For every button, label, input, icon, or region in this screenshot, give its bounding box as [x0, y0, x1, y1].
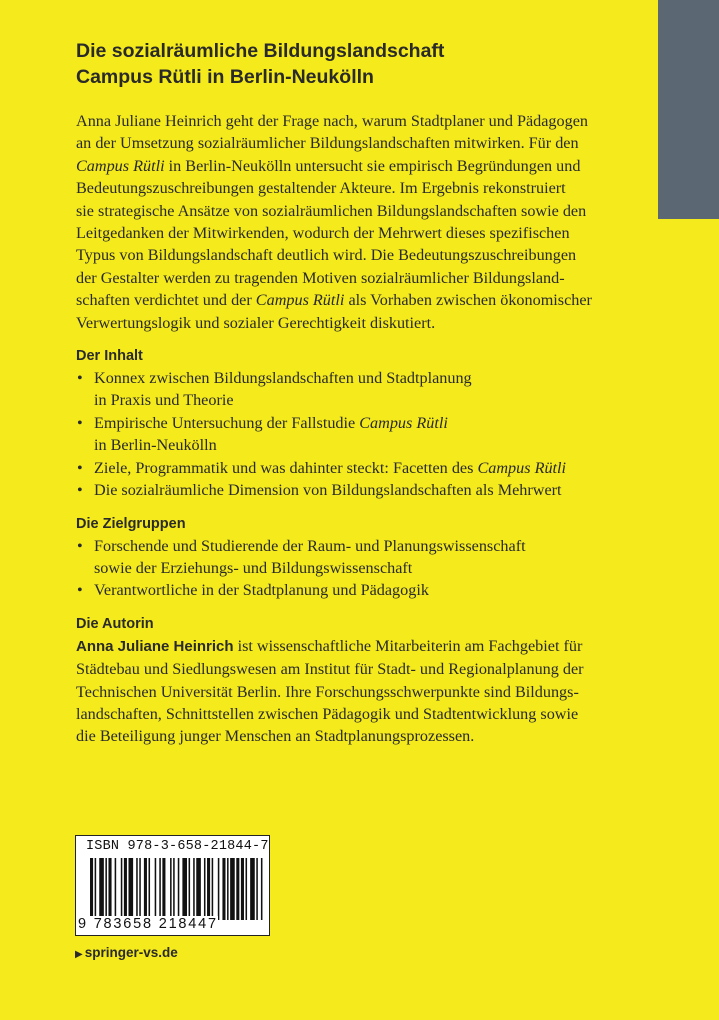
barcode-bar: [182, 858, 187, 920]
author-name: Anna Juliane Heinrich: [76, 637, 234, 655]
barcode-bar: [193, 858, 195, 920]
barcode-bar: [173, 858, 175, 920]
barcode-bar: [222, 858, 225, 920]
barcode-bar: [204, 858, 206, 920]
autorin-paragraph: Anna Juliane Heinrich ist wissenschaftliche Mitarbeiterin am Fachgebiet für Städtebau und Siedlungswesen am Institut für Stadt- und Regionalplanung der Technischen Universität Berlin. Ihre Forschungsschwerpunkte sind Bildungs- landschaften, Schnittstellen zwischen Pädagogik und Stadtentwicklung sowie die Beteiligung junger Menschen an Stadtplanungsprozessen.: [76, 636, 584, 746]
intro-line: sie strategische Ansätze von sozialräumlichen Bildungslandschaften sowie den: [76, 201, 587, 220]
barcode-bar: [241, 858, 244, 920]
barcode-bar: [149, 858, 151, 920]
arrow-icon: ▶: [75, 949, 83, 960]
barcode-bar: [90, 858, 93, 920]
barcode-bar: [256, 858, 258, 920]
intro-line: schaften verdichtet und der Campus Rütli als Vorhaben zwischen ökonomischer: [76, 291, 592, 310]
intro-line: der Gestalter werden zu tragenden Motiven sozialräumlicher Bildungsland-: [76, 268, 565, 287]
title-line-1: Die sozialräumliche Bildungslandschaft: [76, 40, 445, 62]
barcode-bar: [144, 858, 147, 920]
zielgruppen-list: [76, 535, 646, 602]
campus-name: Campus Rütli: [76, 156, 165, 175]
bullet-icon: •: [77, 481, 83, 500]
bullet-icon: •: [77, 536, 83, 555]
campus-name: Campus Rütli: [255, 291, 345, 310]
autorin-heading: Die Autorin: [76, 615, 154, 632]
bullet-icon: •: [77, 458, 83, 477]
barcode-bar: [189, 858, 191, 920]
barcode-bar: [261, 858, 263, 920]
website-link[interactable]: [75, 945, 178, 960]
barcode-bar: [230, 858, 235, 920]
intro-paragraph: [76, 110, 646, 334]
intro-line: Typus von Bildungslandschaft deutlich wird. Die Bedeutungszuschreibungen: [76, 246, 577, 265]
bullet-icon: •: [77, 581, 83, 600]
barcode-bar: [108, 858, 111, 920]
list-item: • Konnex zwischen Bildungslandschaften und Stadtplanung in Praxis und Theorie: [77, 369, 472, 410]
list-item: • Ziele, Programmatik und was dahinter steckt: Facetten des Campus Rütli: [76, 457, 646, 479]
barcode-bar: [121, 858, 123, 920]
barcode-bar: [155, 858, 157, 920]
intro-line: Campus Rütli in Berlin-Neukölln untersucht sie empirisch Begründungen und: [76, 156, 581, 175]
barcode-bar: [246, 858, 248, 920]
barcode-bar: [124, 858, 127, 920]
barcode-bar: [212, 858, 214, 920]
gray-edge-tab: [658, 0, 719, 219]
barcode-bar: [250, 858, 255, 920]
intro-line: Leitgedanken der Mitwirkenden, wodurch der Mehrwert dieses spezifischen: [76, 224, 570, 243]
barcode-bar: [227, 858, 229, 920]
list-item: • Verantwortliche in der Stadtplanung und Pädagogik: [76, 579, 646, 601]
barcode-bars: [90, 858, 264, 920]
barcode-bar: [115, 858, 117, 920]
zielgruppen-heading: Die Zielgruppen: [76, 515, 186, 532]
barcode-bar: [236, 858, 239, 920]
campus-name: Campus Rütli: [359, 413, 448, 432]
website-url: springer-vs.de: [84, 945, 178, 960]
main-text: [76, 110, 646, 748]
inhalt-heading: Der Inhalt: [76, 348, 143, 365]
barcode-bar: [95, 858, 97, 920]
barcode-bar: [178, 858, 180, 920]
barcode-bar: [159, 858, 161, 920]
barcode-bar: [99, 858, 104, 920]
bullet-icon: •: [77, 413, 83, 432]
barcode-digits: 9 783658 218447: [78, 916, 218, 932]
barcode-bar: [139, 858, 141, 920]
intro-line: Verwertungslogik und sozialer Gerechtigkeit diskutiert.: [76, 313, 436, 332]
barcode-bar: [162, 858, 165, 920]
barcode-bar: [218, 858, 220, 920]
intro-line: Anna Juliane Heinrich geht der Frage nach, warum Stadtplaner und Pädagogen: [76, 112, 588, 130]
barcode-bar: [196, 858, 201, 920]
inhalt-list: [76, 367, 646, 501]
intro-line: Bedeutungszuschreibungen gestaltender Akteure. Im Ergebnis rekonstruiert: [76, 179, 566, 198]
barcode-bar: [136, 858, 138, 920]
list-item: • Empirische Untersuchung der Fallstudie Campus Rütli in Berlin-Neukölln: [77, 413, 448, 455]
intro-line: an der Umsetzung sozialräumlicher Bildungslandschaften mitwirken. Für den: [76, 134, 579, 153]
isbn-barcode: [75, 835, 270, 936]
list-item: • Forschende und Studierende der Raum- und Planungswissenschaft sowie der Erziehungs- und Bildungswissenschaft: [77, 536, 526, 577]
title-line-2: Campus Rütli in Berlin-Neukölln: [76, 66, 374, 88]
barcode-bar: [128, 858, 133, 920]
barcode-bar: [105, 858, 107, 920]
campus-name: Campus Rütli: [477, 458, 567, 477]
book-title: [76, 38, 636, 90]
bullet-icon: •: [77, 369, 83, 388]
barcode-bar: [207, 858, 210, 920]
barcode-bar: [170, 858, 172, 920]
list-item: • Die sozialräumliche Dimension von Bildungslandschaften als Mehrwert: [76, 479, 646, 501]
isbn-label: ISBN 978-3-658-21844-7: [86, 839, 269, 854]
